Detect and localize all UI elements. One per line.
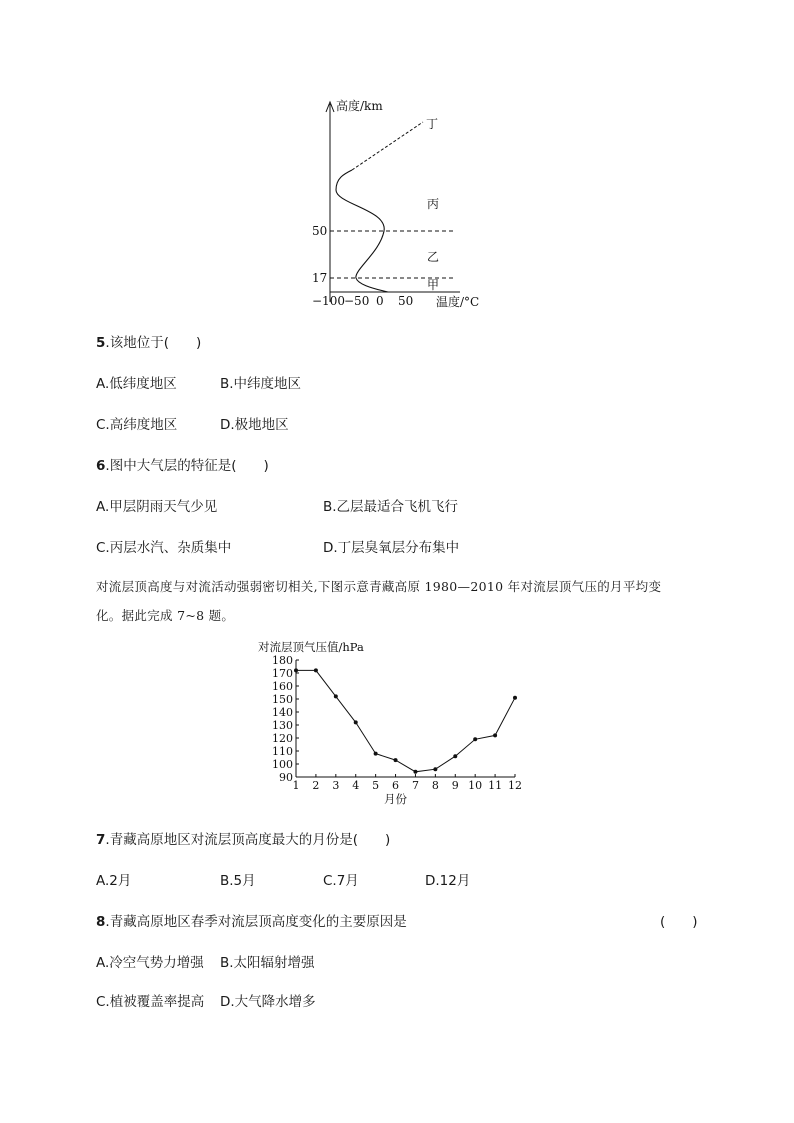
diagram-tick-50: 50 <box>312 224 328 238</box>
chart-y-tick-label: 170 <box>272 667 293 680</box>
q8-option-d[interactable]: D.大气降水增多 <box>220 994 316 1010</box>
intro-line-1: 对流层顶高度与对流活动强弱密切相关,下图示意青藏高原 1980—2010 年对流层顶气压的月平均变 <box>96 579 662 594</box>
question-8-answer-paren: ( ) <box>660 914 698 930</box>
chart-x-tick-label: 1 <box>292 779 300 792</box>
diagram-tick-17: 17 <box>312 271 328 285</box>
tropopause-pressure-chart <box>258 637 538 809</box>
question-7-number: 7 <box>96 832 106 848</box>
q6-option-b[interactable]: B.乙层最适合飞机飞行 <box>323 499 459 515</box>
q8-option-a[interactable]: A.冷空气势力增强 <box>96 955 204 971</box>
chart-data-point <box>354 720 358 724</box>
chart-data-point <box>413 770 417 774</box>
chart-y-axis-label: 对流层顶气压值/hPa <box>258 640 364 654</box>
q5-option-c[interactable]: C.高纬度地区 <box>96 417 178 433</box>
q8-option-b[interactable]: B.太阳辐射增强 <box>220 955 315 971</box>
diagram-y-axis-label: 高度/km <box>336 99 383 113</box>
chart-y-tick-label: 180 <box>272 654 293 667</box>
chart-data-point <box>314 668 318 672</box>
temperature-curve-dashed <box>352 122 423 170</box>
chart-data-point <box>473 737 477 741</box>
chart-data-point <box>433 767 437 771</box>
chart-x-axis-label: 月份 <box>384 792 407 806</box>
q6-option-a[interactable]: A.甲层阴雨天气少见 <box>96 499 218 515</box>
chart-y-tick-label: 150 <box>272 693 293 706</box>
chart-y-tick-label: 110 <box>272 745 293 758</box>
q6-option-d[interactable]: D.丁层臭氧层分布集中 <box>323 540 460 556</box>
question-7-text: .青藏高原地区对流层顶高度最大的月份是( ) <box>105 832 391 848</box>
question-8 <box>96 910 407 930</box>
question-6-text: .图中大气层的特征是( ) <box>105 458 269 474</box>
q7-option-a[interactable]: A.2月 <box>96 873 132 889</box>
chart-data-point <box>513 696 517 700</box>
layer-label-yi: 乙 <box>427 250 440 264</box>
question-6-number: 6 <box>96 458 106 474</box>
chart-x-tick-label: 4 <box>352 779 360 792</box>
question-5-number: 5 <box>96 335 106 351</box>
chart-x-tick-label: 5 <box>372 779 380 792</box>
chart-x-tick-label: 6 <box>392 779 400 792</box>
chart-x-tick-label: 11 <box>488 779 503 792</box>
chart-x-tick-label: 9 <box>451 779 459 792</box>
chart-x-tick-label: 12 <box>508 779 522 792</box>
chart-x-tick-label: 10 <box>468 779 483 792</box>
chart-data-point <box>294 668 298 672</box>
q5-option-a[interactable]: A.低纬度地区 <box>96 376 177 392</box>
q8-option-c[interactable]: C.植被覆盖率提高 <box>96 994 205 1010</box>
chart-y-tick-label: 90 <box>279 771 293 784</box>
chart-y-tick-label: 120 <box>272 732 293 745</box>
q6-option-c[interactable]: C.丙层水汽、杂质集中 <box>96 540 232 556</box>
diagram-x-axis-label: 温度/°C <box>436 295 480 309</box>
question-8-number: 8 <box>96 914 106 930</box>
diagram-xtick-50: 50 <box>398 294 414 308</box>
chart-data-point <box>453 754 457 758</box>
chart-series-line <box>296 670 515 771</box>
layer-label-ding: 丁 <box>426 117 439 131</box>
layer-label-bing: 丙 <box>427 197 440 211</box>
question-6 <box>96 454 269 474</box>
q7-option-b[interactable]: B.5月 <box>220 873 256 889</box>
diagram-xtick-0: 0 <box>376 294 384 308</box>
atmosphere-layer-diagram <box>300 92 500 312</box>
chart-x-tick-label: 2 <box>312 779 320 792</box>
chart-data-point <box>394 758 398 762</box>
chart-x-tick-label: 3 <box>332 779 340 792</box>
chart-data-point <box>334 694 338 698</box>
intro-line-2: 化。据此完成 7~8 题。 <box>96 608 235 623</box>
question-8-text: .青藏高原地区春季对流层顶高度变化的主要原因是 <box>105 914 407 930</box>
q7-option-c[interactable]: C.7月 <box>323 873 359 889</box>
chart-x-tick-label: 7 <box>411 779 419 792</box>
question-5-text: .该地位于( ) <box>105 335 202 351</box>
diagram-xtick-minus100: −100 <box>312 294 345 308</box>
q5-option-d[interactable]: D.极地地区 <box>220 417 289 433</box>
question-7 <box>96 828 390 848</box>
q5-option-b[interactable]: B.中纬度地区 <box>220 376 302 392</box>
chart-y-tick-label: 130 <box>272 719 293 732</box>
q7-option-d[interactable]: D.12月 <box>425 873 471 889</box>
chart-data-point <box>493 733 497 737</box>
chart-x-tick-label: 8 <box>431 779 439 792</box>
chart-y-tick-label: 100 <box>272 758 293 771</box>
layer-label-jia: 甲 <box>427 278 440 292</box>
chart-y-tick-label: 140 <box>272 706 293 719</box>
chart-data-point <box>374 752 378 756</box>
chart-y-tick-label: 160 <box>272 680 293 693</box>
diagram-xtick-minus50: −50 <box>344 294 370 308</box>
question-5 <box>96 331 201 351</box>
